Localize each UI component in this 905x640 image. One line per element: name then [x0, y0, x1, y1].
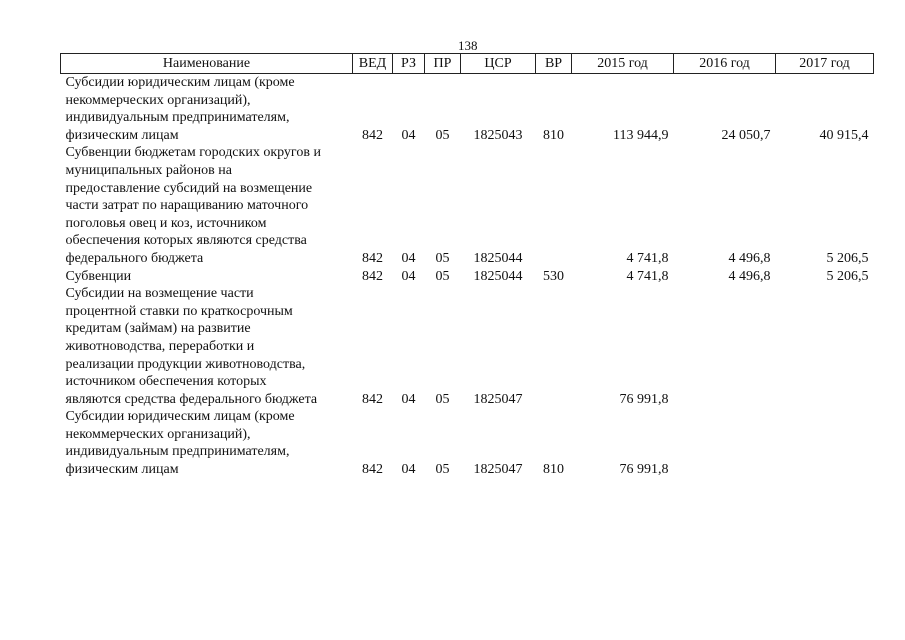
row-name-line: Субвенции	[65, 268, 132, 284]
csr-cell: 1825047	[473, 391, 523, 407]
header-name: Наименование	[61, 54, 353, 74]
table-header-row	[61, 54, 874, 74]
header-csr: ЦСР	[461, 54, 536, 74]
row-name-line: Субсидии юридическим лицам (кроме	[65, 409, 295, 425]
row-name-line: являются средства федерального бюджета	[65, 391, 318, 407]
row-name-line: некоммерческих организаций),	[65, 426, 251, 442]
ved-cell: 842	[362, 250, 383, 266]
rz-cell: 04	[401, 250, 416, 266]
budget-table	[60, 53, 874, 479]
value-2017-cell: 5 206,5	[826, 268, 869, 284]
row-name-line: Субсидии на возмещение части	[65, 286, 254, 302]
csr-cell: 1825044	[473, 268, 523, 284]
row-name-line: индивидуальным предпринимателям,	[65, 110, 290, 126]
value-2015-cell: 4 741,8	[626, 250, 669, 266]
row-name-line: процентной ставки по краткосрочным	[65, 303, 293, 319]
pr-cell: 05	[435, 250, 450, 266]
table-row	[61, 408, 874, 478]
row-name-cell	[61, 268, 353, 286]
csr-cell: 1825044	[473, 250, 523, 266]
row-name-line: обеспечения которых являются средства	[65, 233, 307, 249]
pr-cell: 05	[435, 268, 450, 284]
header-2017: 2017 год	[776, 54, 874, 74]
row-name-line: Субсидии юридическим лицам (кроме	[65, 75, 295, 90]
table-row	[61, 144, 874, 267]
vr-cell: 530	[543, 268, 564, 284]
rz-cell: 04	[401, 391, 416, 407]
header-ved: ВЕД	[353, 54, 393, 74]
rz-cell: 04	[401, 127, 416, 143]
ved-cell: 842	[362, 268, 383, 284]
value-2015-cell: 113 944,9	[613, 127, 669, 143]
table-row	[61, 268, 874, 286]
header-pr: ПР	[425, 54, 461, 74]
row-name-line: поголовья овец и коз, источником	[65, 215, 267, 231]
value-2017-cell: 40 915,4	[819, 127, 869, 143]
row-name-line: Субвенции бюджетам городских округов и	[65, 145, 321, 161]
value-2015-cell: 76 991,8	[619, 391, 669, 407]
row-name-line: животноводства, переработки и	[65, 338, 255, 354]
value-2015-cell: 4 741,8	[626, 268, 669, 284]
row-name-line: физическим лицам	[65, 127, 179, 143]
pr-cell: 05	[435, 462, 450, 478]
row-name-line: федерального бюджета	[65, 250, 204, 266]
rz-cell: 04	[401, 268, 416, 284]
row-name-line: источником обеспечения которых	[65, 374, 267, 390]
page-number: 138	[458, 38, 478, 53]
row-name-line: муниципальных районов на	[65, 162, 232, 178]
header-2016: 2016 год	[674, 54, 776, 74]
value-2015-cell: 76 991,8	[619, 462, 669, 478]
row-name-line: части затрат по наращиванию маточного	[65, 198, 309, 214]
table-row	[61, 74, 874, 145]
header-vr: ВР	[536, 54, 572, 74]
value-2016-cell: 4 496,8	[728, 250, 771, 266]
row-name-cell	[61, 408, 353, 478]
value-2016-cell	[674, 285, 776, 408]
csr-cell: 1825043	[473, 127, 523, 143]
header-2015: 2015 год	[572, 54, 674, 74]
value-2017-cell: 5 206,5	[826, 250, 869, 266]
vr-cell: 810	[543, 127, 564, 143]
value-2016-cell	[674, 408, 776, 478]
ved-cell: 842	[362, 462, 383, 478]
rz-cell: 04	[401, 462, 416, 478]
vr-cell: 810	[543, 462, 564, 478]
ved-cell: 842	[362, 391, 383, 407]
row-name-line: реализации продукции животноводства,	[65, 356, 306, 372]
row-name-line: индивидуальным предпринимателям,	[65, 444, 290, 460]
row-name-cell	[61, 285, 353, 408]
vr-cell	[536, 144, 572, 267]
value-2016-cell: 24 050,7	[721, 127, 771, 143]
value-2017-cell	[776, 408, 874, 478]
row-name-line: кредитам (займам) на развитие	[65, 321, 251, 337]
row-name-line: физическим лицам	[65, 462, 179, 478]
row-name-cell	[61, 144, 353, 267]
row-name-line: некоммерческих организаций),	[65, 92, 251, 108]
value-2016-cell: 4 496,8	[728, 268, 771, 284]
row-name-line: предоставление субсидий на возмещение	[65, 180, 313, 196]
value-2017-cell	[776, 285, 874, 408]
csr-cell: 1825047	[473, 462, 523, 478]
ved-cell: 842	[362, 127, 383, 143]
pr-cell: 05	[435, 127, 450, 143]
row-name-cell	[61, 74, 353, 145]
header-rz: РЗ	[393, 54, 425, 74]
table-row	[61, 285, 874, 408]
pr-cell: 05	[435, 391, 450, 407]
vr-cell	[536, 285, 572, 408]
